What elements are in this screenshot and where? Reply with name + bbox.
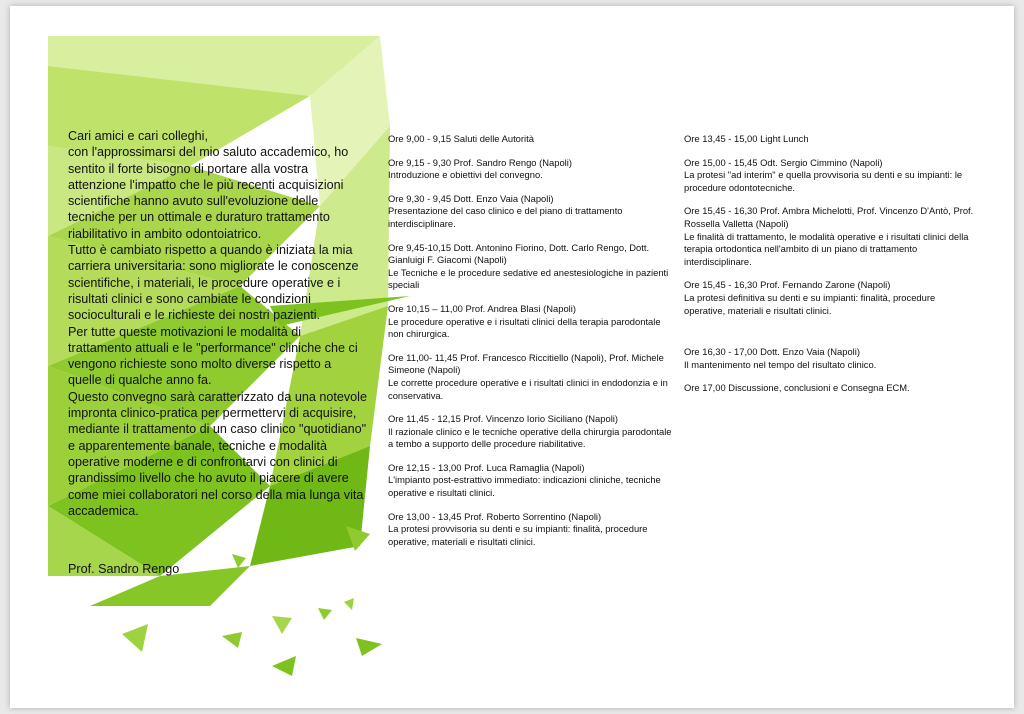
program-item-description: La protesi definitiva su denti e su impianti: finalità, procedure operative, materiali e risultati clinici. [684, 291, 936, 316]
program-item [388, 352, 673, 402]
program-item-description: Presentazione del caso clinico e del piano di trattamento interdisciplinare. [388, 205, 623, 229]
program-item-time: Ore 10,15 – 11,00 Prof. Andrea Blasi (Napoli) [388, 302, 576, 314]
program-item-time: Ore 11,45 - 12,15 Prof. Vincenzo Iorio Siciliano (Napoli) [388, 413, 618, 425]
welcome-letter [68, 128, 368, 519]
program-item-time: Ore 13,45 - 15,00 Light Lunch [684, 133, 809, 144]
program-item [684, 382, 974, 395]
program-item-description: L'impianto post-estrattivo immediato: indicazioni cliniche, tecniche operative e risultati clinici. [388, 474, 661, 499]
program-item-time: Ore 11,00- 11,45 Prof. Francesco Riccitiello (Napoli), Prof. Michele Simeone (Napoli) [388, 351, 664, 376]
program-item [684, 346, 974, 371]
program-column-1 [388, 133, 673, 559]
brochure-page [10, 6, 1014, 708]
program-item-time: Ore 16,30 - 17,00 Dott. Enzo Vaia (Napoli) [684, 346, 860, 358]
program-item-description: La protesi "ad interim" e quella provvisoria su denti e su impianti: le procedure odontotecniche. [684, 169, 963, 193]
program-item-time: Ore 9,15 - 9,30 Prof. Sandro Rengo (Napoli) [388, 156, 572, 168]
program-item [388, 157, 673, 182]
program-item-description: Introduzione e obiettivi del convegno. [388, 169, 543, 181]
program-item-time: Ore 9,45-10,15 Dott. Antonino Fiorino, Dott. Carlo Rengo, Dott. Gianluigi F. Giacomi (Napoli) [388, 241, 650, 266]
program-item [684, 205, 974, 268]
program-item-time: Ore 17,00 Discussione, conclusioni e Consegna ECM. [684, 382, 910, 394]
letter-signature: Prof. Sandro Rengo [68, 562, 180, 576]
program-item-time: Ore 15,45 - 16,30 Prof. Ambra Michelotti, Prof. Vincenzo D'Antò, Prof. Rossella Valletta (Napoli) [684, 205, 974, 229]
program-item-description: Le corrette procedure operative e i risultati clinici in endodonzia e in conservativa. [388, 376, 668, 401]
program-item [684, 133, 974, 146]
program-item-time: Ore 12,15 - 13,00 Prof. Luca Ramaglia (Napoli) [388, 461, 585, 473]
spacer [684, 328, 974, 346]
program-item-time: Ore 9,00 - 9,15 Saluti delle Autorità [388, 133, 534, 144]
letter-paragraph: Per tutte queste motivazioni le modalità di trattamento attuali e le "performance" cliniche che ci vengono richieste sono molto diverse rispetto a quelle di qualche anno fa. [68, 324, 358, 388]
letter-paragraph: Questo convegno sarà caratterizzato da una notevole impronta clinico-pratica per permettervi di acquisire, mediante il trattamento di un caso clinico "quotidiano" e apparentemente banale, tecniche e modalità operative moderne e di confrontarvi con clinici di grandissimo livello che ho avuto il piacere di avere come miei collaboratori nel corso della mia lunga vita accademica. [68, 389, 367, 518]
letter-paragraph: Cari amici e cari colleghi, [68, 129, 208, 143]
program-item-description: Il razionale clinico e le tecniche operative della chirurgia parodontale a tembo a supporto delle procedure riabilitative. [388, 425, 672, 450]
program-item [684, 157, 974, 195]
program-item-time: Ore 15,45 - 16,30 Prof. Fernando Zarone (Napoli) [684, 279, 891, 291]
program-item-time: Ore 13,00 - 13,45 Prof. Roberto Sorrentino (Napoli) [388, 510, 602, 522]
program-item [388, 462, 673, 500]
program-item-time: Ore 15,00 - 15,45 Odt. Sergio Cimmino (Napoli) [684, 156, 883, 168]
program-item-description: Le Tecniche e le procedure sedative ed anestesiologiche in pazienti speciali [388, 266, 669, 291]
program-item-description: La protesi provvisoria su denti e su impianti: finalità, procedure operative, materiali e risultati clinici. [388, 523, 648, 547]
program-item-description: Le finalità di trattamento, le modalità operative e i risultati clinici della terapia ortodontica nell'ambito di un piano di trattamento interdisciplinare. [684, 230, 969, 267]
program-column-2 [684, 133, 974, 406]
program-item [388, 242, 673, 292]
program-item-description: Le procedure operative e i risultati clinici della terapia parodontale non chirurgica. [388, 315, 661, 340]
program-item [388, 133, 673, 146]
program-item [388, 511, 673, 549]
program-item [388, 193, 673, 231]
letter-paragraph: Tutto è cambiato rispetto a quando è iniziata la mia carriera universitaria: sono migliorate le conoscenze scientifiche, i materiali, le procedure operative e i risultati clinici e sono cambiate le condizioni socioculturali e le richieste dei nostri pazienti. [68, 243, 359, 323]
program-item [388, 413, 673, 451]
program-item [684, 279, 974, 317]
letter-paragraph: con l'approssimarsi del mio saluto accademico, ho sentito il forte bisogno di portare alla vostra attenzione l'impatto che le più recenti acquisizioni scientifiche hanno avuto sull'evoluzione delle tecniche per un ottimale e duraturo trattamento riabilitativo in ambito odontoiatrico. [68, 145, 349, 241]
program-item-time: Ore 9,30 - 9,45 Dott. Enzo Vaia (Napoli) [388, 192, 554, 204]
program-item [388, 303, 673, 341]
program-item-description: Il mantenimento nel tempo del risultato clinico. [684, 358, 877, 370]
